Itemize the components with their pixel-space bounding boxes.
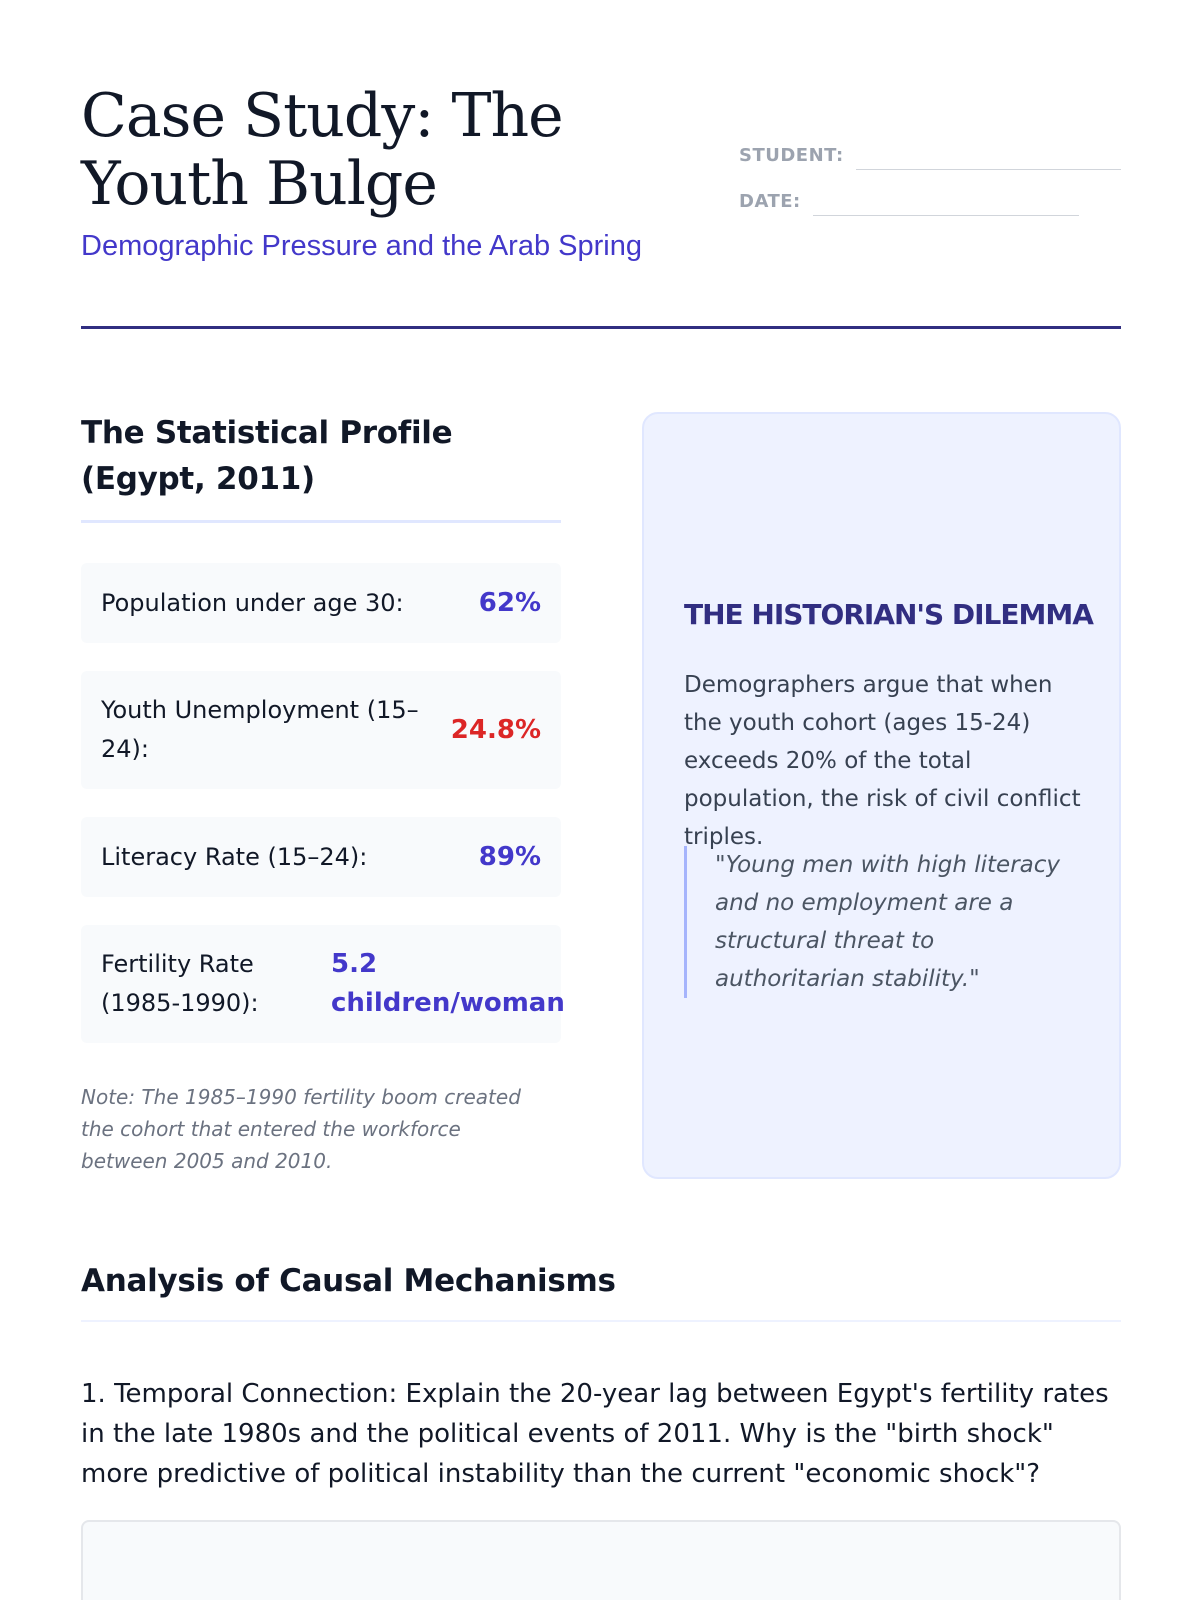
- answer-box-1[interactable]: [81, 1520, 1121, 1600]
- date-field[interactable]: [813, 190, 1079, 216]
- stat-youth-unemployment: [81, 671, 561, 789]
- stat-label: Youth Unemployment (15–24):: [101, 696, 419, 763]
- dilemma-body: Demographers argue that when the youth cohort (ages 15-24) exceeds 20% of the total population, the risk of civil conflict triples.: [684, 672, 1081, 850]
- stat-value: 89%: [478, 841, 541, 872]
- stat-value: 62%: [478, 587, 541, 618]
- page-subtitle: Demographic Pressure and the Arab Spring: [81, 230, 642, 262]
- stat-label: Population under age 30:: [101, 588, 404, 617]
- dilemma-quote: "Young men with high literacy and no employment are a structural threat to authoritarian stability.": [684, 846, 1084, 998]
- stat-population-under-30: [81, 563, 561, 643]
- stat-value: 24.8%: [450, 714, 541, 745]
- profile-title: The Statistical Profile (Egypt, 2011): [81, 410, 561, 523]
- analysis-title: Analysis of Causal Mechanisms: [81, 1258, 1121, 1322]
- question-1: 1. Temporal Connection: Explain the 20-year lag between Egypt's fertility rates in the late 1980s and the political events of 2011. Why is the "birth shock" more predictive of political instability than the current "economic shock"?: [81, 1379, 1109, 1489]
- statistical-profile: [81, 410, 565, 1177]
- date-label: DATE:: [739, 191, 801, 212]
- stat-label: Literacy Rate (15–24):: [101, 842, 368, 871]
- header: [81, 0, 1121, 330]
- historians-dilemma-panel: [642, 412, 1121, 1179]
- stat-label: Fertility Rate (1985-1990):: [101, 950, 259, 1017]
- stat-literacy-rate: [81, 817, 561, 897]
- analysis-section: [81, 1258, 1121, 1600]
- student-name-field[interactable]: [856, 144, 1121, 170]
- page-title: Case Study: The Youth Bulge: [81, 81, 563, 219]
- dilemma-heading: THE HISTORIAN'S DILEMMA: [684, 598, 1093, 631]
- stat-fertility-rate: [81, 925, 565, 1043]
- header-divider: [81, 326, 1121, 329]
- student-label: STUDENT:: [739, 145, 844, 166]
- student-row: [739, 136, 1121, 170]
- student-meta: [739, 136, 1121, 228]
- stat-value: 5.2 children/woman: [331, 949, 565, 1018]
- date-row: [739, 182, 1121, 216]
- profile-note: Note: The 1985–1990 fertility boom created the cohort that entered the workforce between 2005 and 2010.: [81, 1085, 521, 1173]
